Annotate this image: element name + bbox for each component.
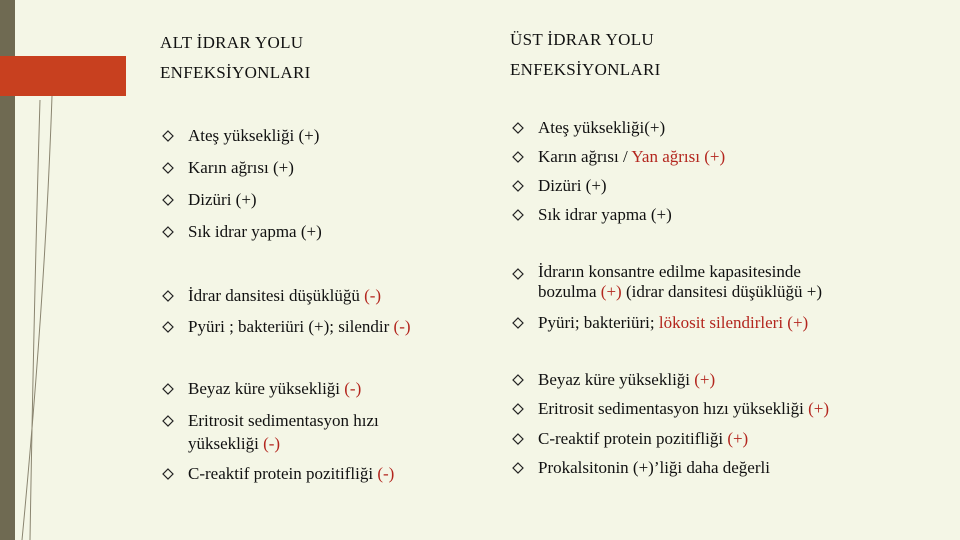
left-heading-line1: ALT İDRAR YOLU (160, 33, 304, 52)
diamond-bullet-icon (512, 397, 530, 415)
item-text-continued: yüksekliği (188, 434, 264, 453)
item-text: C-reaktif protein pozitifliği (538, 429, 728, 448)
item-text-highlight: (+) (694, 370, 716, 389)
item-text: Pyüri ; bakteriüri (+); silendir (188, 317, 394, 336)
item-text-highlight: (-) (377, 464, 395, 483)
item-text: Ateş yüksekliği (+) (188, 126, 320, 145)
item-text-highlight: (-) (393, 317, 411, 336)
diamond-bullet-icon (512, 368, 530, 386)
diamond-bullet-icon (162, 220, 180, 238)
item-text: Pyüri; bakteriüri; (538, 313, 659, 332)
diamond-bullet-icon (162, 315, 180, 333)
diamond-bullet-icon (512, 116, 530, 134)
item-text: Prokalsitonin (+)’liği daha değerli (538, 458, 770, 477)
diamond-bullet-icon (512, 262, 530, 280)
diamond-bullet-icon (162, 188, 180, 206)
item-text: Karın ağrısı (+) (188, 158, 294, 177)
right-heading-line2: ENFEKSİYONLARI (510, 60, 661, 79)
diamond-bullet-icon (162, 409, 180, 427)
decorative-lines (0, 0, 60, 540)
item-text: Karın ağrısı / (538, 147, 632, 166)
diamond-bullet-icon (512, 145, 530, 163)
diamond-bullet-icon (162, 156, 180, 174)
item-text-suffix: (idrar dansitesi düşüklüğü +) (621, 282, 823, 301)
item-text-highlight: (-) (344, 379, 362, 398)
diamond-bullet-icon (162, 284, 180, 302)
item-text: Eritrosit sedimentasyon hızı (188, 411, 379, 430)
item-text: İdrarın konsantre edilme kapasitesinde (538, 262, 801, 281)
item-text: İdrar dansitesi düşüklüğü (188, 286, 365, 305)
left-heading (160, 28, 311, 88)
item-text: Ateş yüksekliği(+) (538, 118, 666, 137)
diamond-bullet-icon (162, 377, 180, 395)
item-text-highlight: Yan ağrısı (+) (631, 147, 726, 166)
item-text: Dizüri (+) (538, 176, 607, 195)
diamond-bullet-icon (162, 124, 180, 142)
item-text: Beyaz küre yüksekliği (538, 370, 695, 389)
left-heading-line2: ENFEKSİYONLARI (160, 63, 311, 82)
item-text-highlight: (-) (263, 434, 281, 453)
diamond-bullet-icon (512, 427, 530, 445)
item-text-highlight: (+) (808, 399, 829, 418)
right-heading (510, 25, 661, 85)
item-text-continued: bozulma (538, 282, 601, 301)
item-text: Dizüri (+) (188, 190, 257, 209)
item-text: Sık idrar yapma (+) (538, 205, 672, 224)
diamond-bullet-icon (512, 174, 530, 192)
item-text: Eritrosit sedimentasyon hızı yüksekliği (538, 399, 809, 418)
diamond-bullet-icon (162, 462, 180, 480)
item-text-highlight: (-) (364, 286, 382, 305)
item-text-highlight: (+) (600, 282, 622, 301)
item-text: Sık idrar yapma (+) (188, 222, 322, 241)
diamond-bullet-icon (512, 456, 530, 474)
diamond-bullet-icon (512, 311, 530, 329)
item-text: C-reaktif protein pozitifliği (188, 464, 378, 483)
item-text-highlight: (+) (727, 429, 749, 448)
diamond-bullet-icon (512, 203, 530, 221)
item-text: Beyaz küre yüksekliği (188, 379, 345, 398)
right-heading-line1: ÜST İDRAR YOLU (510, 30, 654, 49)
item-text-highlight: lökosit silendirleri (+) (658, 313, 809, 332)
